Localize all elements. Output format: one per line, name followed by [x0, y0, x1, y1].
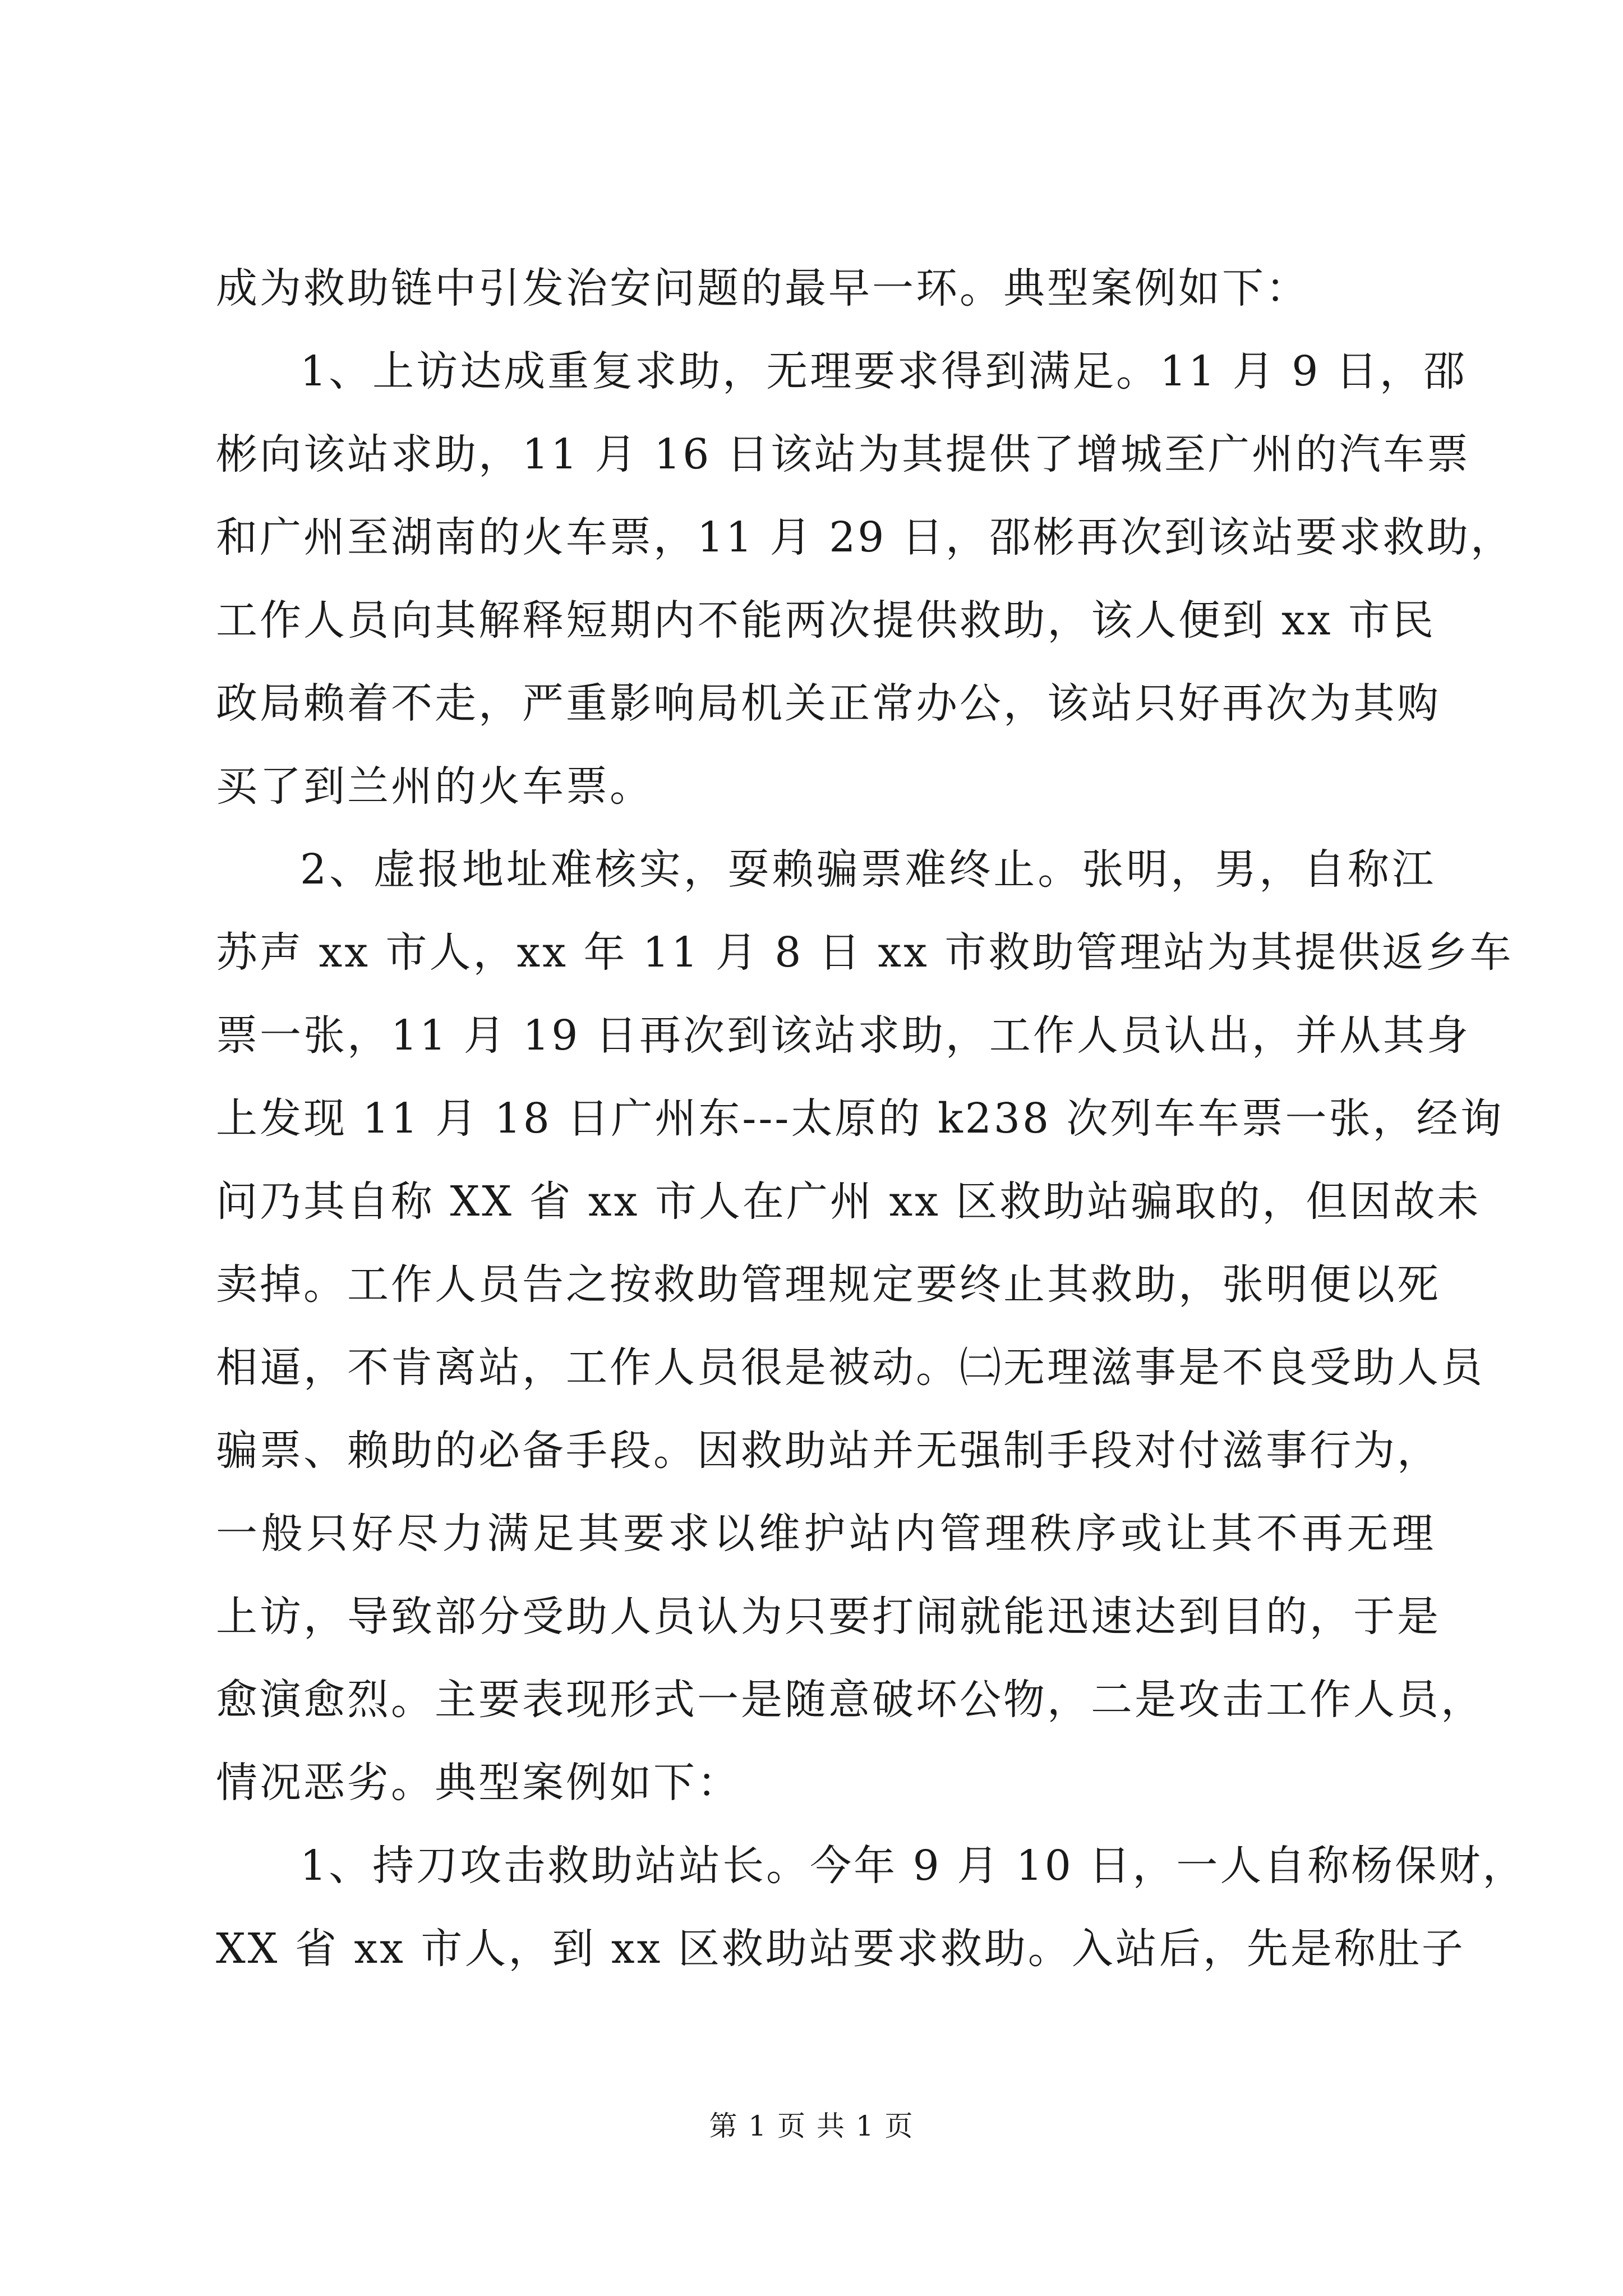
- document-body: [216, 247, 1527, 1990]
- text-line: 愈演愈烈。主要表现形式一是随意破坏公物，二是攻击工作人员，: [216, 1676, 1484, 1724]
- text-line: 政局赖着不走，严重影响局机关正常办公，该站只好再次为其购: [216, 679, 1441, 728]
- text-line: 2、虚报地址难核实，耍赖骗票难终止。张明，男，自称江: [300, 845, 1436, 894]
- text-line: 票一张，11 月 19 日再次到该站求助，工作人员认出，并从其身: [216, 1011, 1470, 1060]
- text-line: 和广州至湖南的火车票，11 月 29 日，邵彬再次到该站要求救助，: [216, 513, 1514, 562]
- text-line: 卖掉。工作人员告之按救助管理规定要终止其救助，张明便以死: [216, 1260, 1441, 1309]
- text-line: 彬向该站求助，11 月 16 日该站为其提供了增城至广州的汽车票: [216, 430, 1470, 478]
- text-line: 骗票、赖助的必备手段。因救助站并无强制手段对付滋事行为，: [216, 1427, 1441, 1475]
- text-line: 问乃其自称 XX 省 xx 市人在广州 xx 区救助站骗取的，但因故未: [216, 1177, 1481, 1226]
- text-line: 上访，导致部分受助人员认为只要打闹就能迅速达到目的，于是: [216, 1593, 1441, 1641]
- text-line: XX 省 xx 市人，到 xx 区救助站要求救助。入站后，先是称肚子: [216, 1925, 1465, 1973]
- text-line: 买了到兰州的火车票。: [216, 762, 653, 811]
- text-line: 工作人员向其解释短期内不能两次提供救助，该人便到 xx 市民: [216, 596, 1436, 645]
- text-line: 苏声 xx 市人，xx 年 11 月 8 日 xx 市救助管理站为其提供返乡车: [216, 928, 1514, 977]
- text-line: 1、上访达成重复求助，无理要求得到满足。11 月 9 日，邵: [300, 347, 1467, 395]
- text-line: 情况恶劣。典型案例如下：: [216, 1759, 741, 1807]
- text-line: 一般只好尽力满足其要求以维护站内管理秩序或让其不再无理: [216, 1510, 1436, 1558]
- text-line: 相逼，不肯离站，工作人员很是被动。㈡无理滋事是不良受助人员: [216, 1343, 1484, 1392]
- text-line: 1、持刀攻击救助站站长。今年 9 月 10 日，一人自称杨保财，: [300, 1842, 1527, 1890]
- text-line: 上发现 11 月 18 日广州东---太原的 k238 次列车车票一张，经询: [216, 1094, 1504, 1143]
- text-line: 成为救助链中引发治安问题的最早一环。典型案例如下：: [216, 264, 1310, 312]
- page-footer: 第 1 页 共 1 页: [709, 2110, 914, 2142]
